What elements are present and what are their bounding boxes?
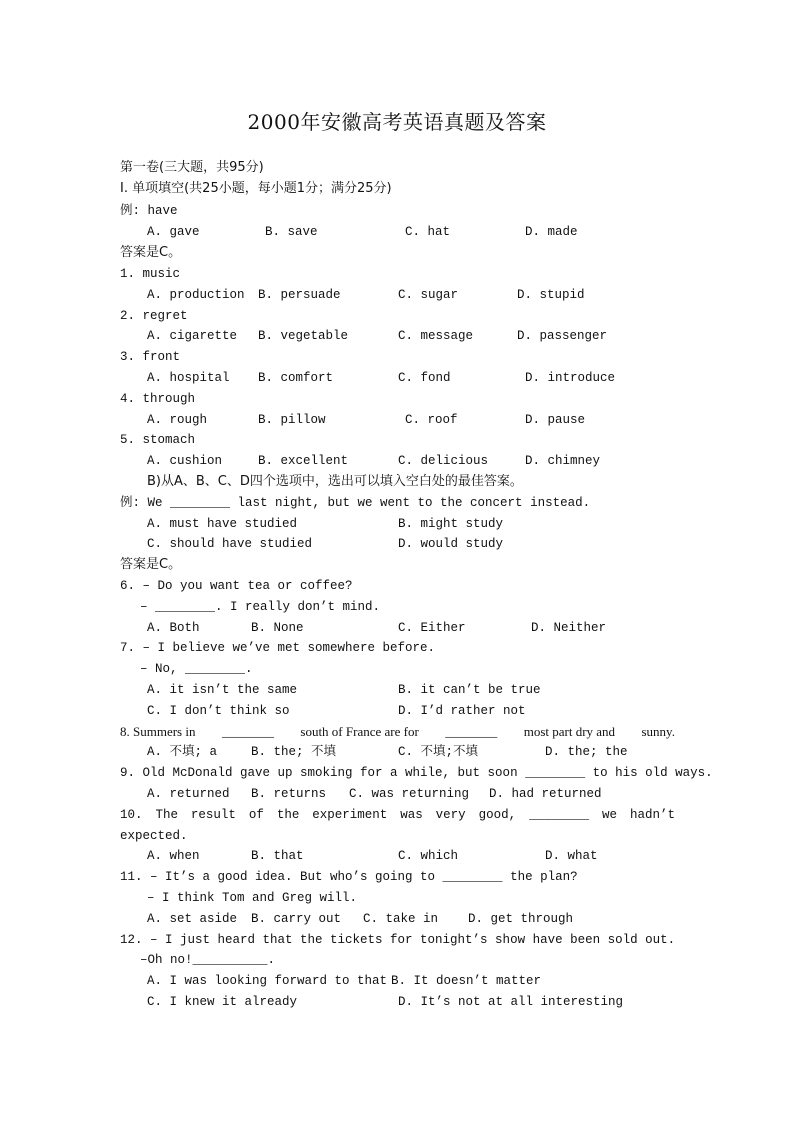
option-row: C. I don’t think so D. I’d rather not	[147, 704, 526, 718]
part-heading: I. 单项填空(共25小题，每小题1分；满分25分)	[120, 181, 392, 196]
option-row: A. production B. persuade C. sugar D. stupid	[147, 288, 585, 302]
question-stem: 2. regret	[120, 309, 188, 323]
example-stem: 例: We ________ last night, but we went to the concert instead.	[120, 496, 591, 510]
example-word: 例: have	[120, 204, 178, 218]
question-stem: 10. The result of the experiment was very good, ________ we hadn’t	[120, 808, 675, 822]
option-row: A. Both B. None C. Either D. Neither	[147, 621, 607, 635]
question-stem: 8. Summers in ________ south of France are for ________ most part dry and sunny.	[120, 724, 675, 739]
question-stem: 12. – I just heard that the tickets for tonight’s show have been sold out.	[120, 933, 676, 947]
question-stem: 3. front	[120, 350, 181, 364]
option-row: A. must have studied B. might study	[147, 517, 504, 531]
option-row: C. I knew it already D. It’s not at all interesting	[147, 995, 624, 1009]
question-stem: 1. music	[120, 267, 181, 281]
option-row: A. 不填; a B. the; 不填 C. 不填;不填 D. the; the	[147, 745, 628, 759]
question-line: expected.	[120, 829, 188, 843]
option-row: A. returned B. returns C. was returning D. had returned	[147, 787, 602, 801]
question-line: – ________. I really don’t mind.	[140, 600, 381, 614]
question-stem: 5. stomach	[120, 433, 196, 447]
option-row: A. set aside B. carry out C. take in D. get through	[147, 912, 574, 926]
question-line: – I think Tom and Greg will.	[147, 891, 358, 905]
question-line: – No, ________.	[140, 662, 253, 676]
question-stem: 7. – I believe we’ve met somewhere before.	[120, 641, 436, 655]
question-stem: 6. – Do you want tea or coffee?	[120, 579, 353, 593]
option-row: A. when B. that C. which D. what	[147, 849, 598, 863]
option-row: A. cigarette B. vegetable C. message D. passenger	[147, 329, 608, 343]
document-title: 2000年安徽高考英语真题及答案	[247, 110, 547, 134]
question-stem: 9. Old McDonald gave up smoking for a while, but soon ________ to his old ways.	[120, 766, 713, 780]
option-row: A. cushion B. excellent C. delicious D. chimney	[147, 454, 601, 468]
option-row: A. I was looking forward to that B. It doesn’t matter	[147, 974, 542, 988]
option-row: A. hospital B. comfort C. fond D. introduce	[147, 371, 616, 385]
example-answer: 答案是C。	[120, 557, 182, 572]
option-row: A. it isn’t the same B. it can’t be true	[147, 683, 541, 697]
part-b-instruction: B)从A、B、C、D四个选项中，选出可以填入空白处的最佳答案。	[147, 474, 523, 489]
example-answer: 答案是C。	[120, 245, 182, 260]
option-row: C. should have studied D. would study	[147, 537, 504, 551]
question-stem: 11. – It’s a good idea. But who’s going to ________ the plan?	[120, 870, 578, 884]
option-row: A. rough B. pillow C. roof D. pause	[147, 413, 586, 427]
question-stem: 4. through	[120, 392, 196, 406]
option-row: A. gave B. save C. hat D. made	[147, 225, 578, 239]
question-line: –Oh no!__________.	[140, 953, 276, 967]
section-heading: 第一卷(三大题，共95分)	[120, 160, 264, 175]
